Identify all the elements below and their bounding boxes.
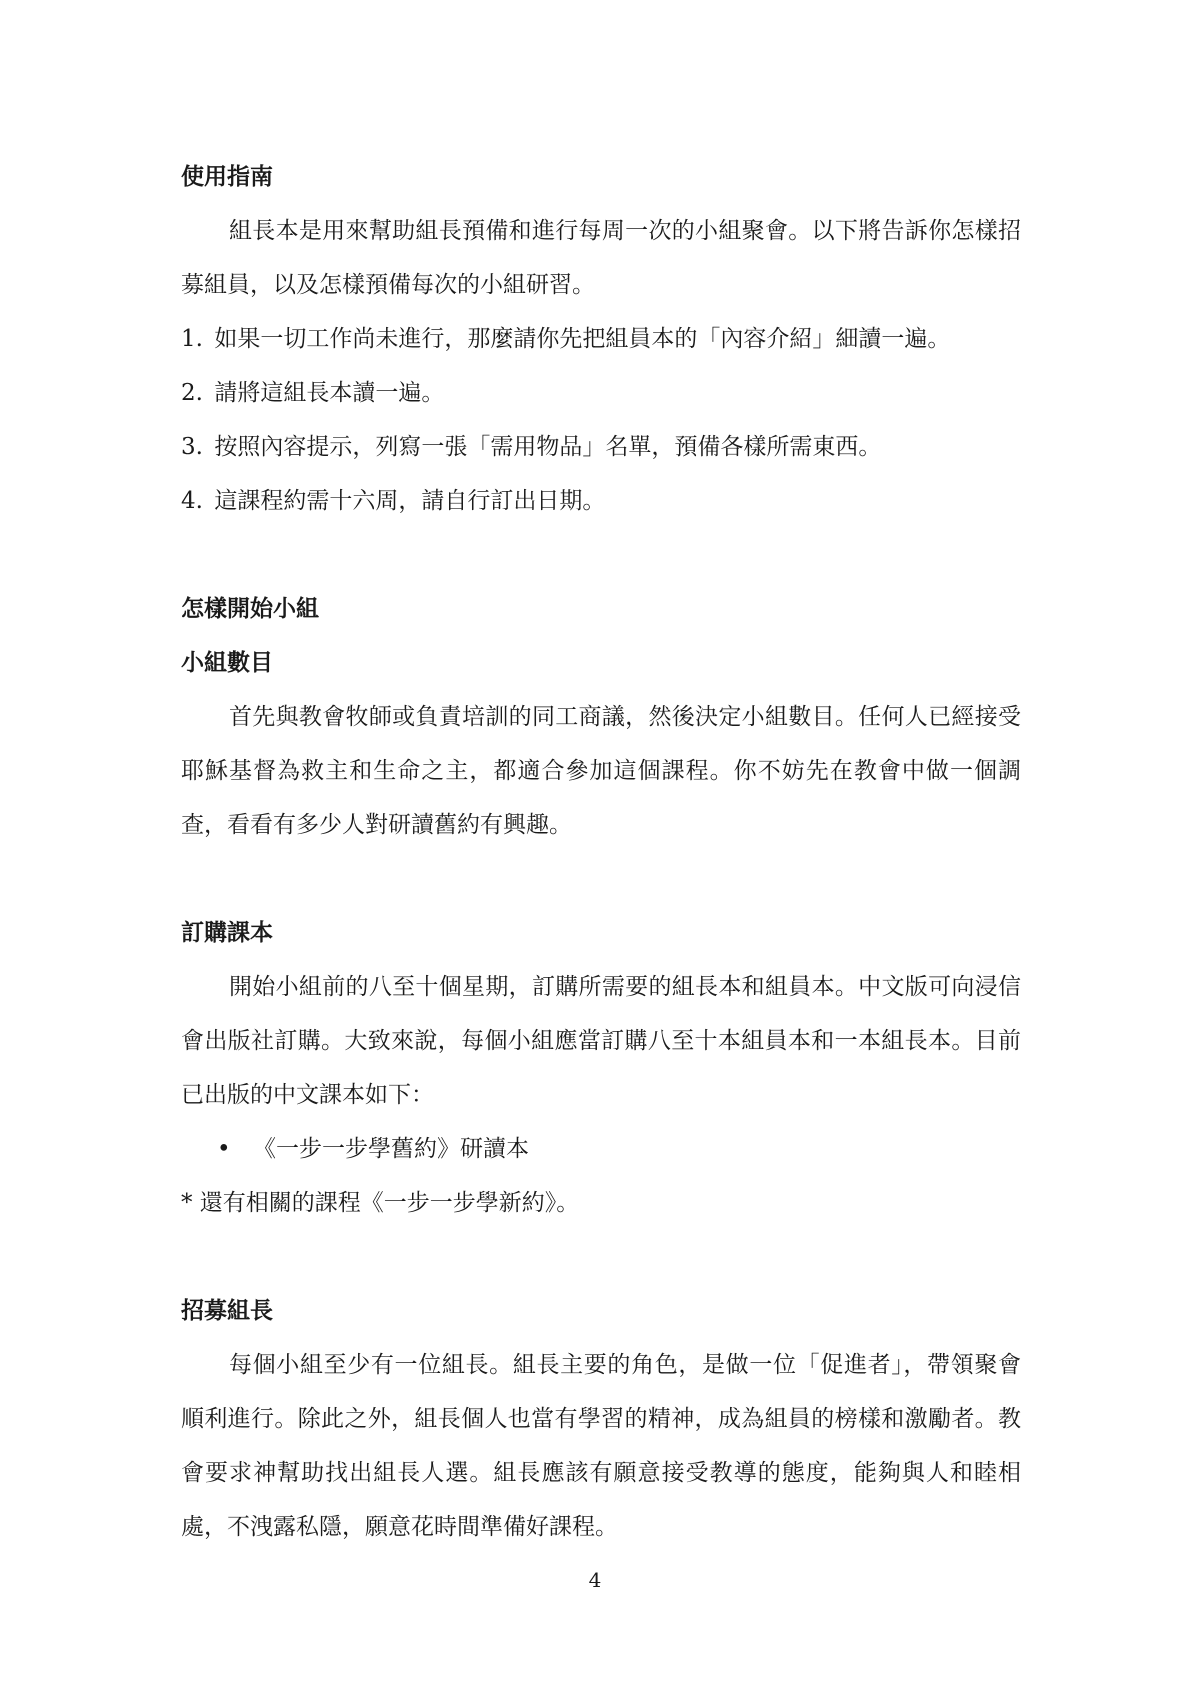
related-course-note: * 還有相關的課程《一步一步學新約》。 — [181, 1190, 580, 1216]
section-spacer — [181, 852, 1021, 906]
list-item: 4. 這課程約需十六周，請自行訂出日期。 — [181, 488, 606, 514]
page-content — [181, 150, 1021, 1554]
bullet-icon: • — [217, 1136, 231, 1162]
recruit-leaders-paragraph: 每個小組至少有一位組長。組長主要的角色，是做一位「促進者」，帶領聚會順利進行。除此之外，組長個人也當有學習的精神，成為組員的榜樣和激勵者。教會要求神幫助找出組長人選。組長應該有願意接受教導的態度，能夠與人和睦相處，不洩露私隱，願意花時間準備好課程。 — [181, 1352, 1021, 1540]
list-item: 1. 如果一切工作尚未進行，那麼請你先把組員本的「內容介紹」細讀一遍。 — [181, 326, 951, 352]
subheading-group-count: 小組數目 — [181, 650, 273, 676]
section-spacer — [181, 1230, 1021, 1284]
usage-intro-paragraph: 組長本是用來幫助組長預備和進行每周一次的小組聚會。以下將告訴你怎樣招募組員，以及怎樣預備每次的小組研習。 — [181, 218, 1021, 298]
usage-steps-list — [181, 312, 1021, 528]
list-item: 3. 按照內容提示，列寫一張「需用物品」名單，預備各樣所需東西。 — [181, 434, 882, 460]
order-textbooks-paragraph: 開始小組前的八至十個星期，訂購所需要的組長本和組員本。中文版可向浸信會出版社訂購。大致來說，每個小組應當訂購八至十本組員本和一本組長本。目前已出版的中文課本如下： — [181, 974, 1021, 1108]
heading-recruit-leaders: 招募組長 — [181, 1298, 273, 1324]
heading-usage-guide: 使用指南 — [181, 164, 273, 190]
page-number: 4 — [588, 1568, 602, 1592]
list-item: 2. 請將這組長本讀一遍。 — [181, 380, 445, 406]
group-count-paragraph: 首先與教會牧師或負責培訓的同工商議，然後決定小組數目。任何人已經接受耶穌基督為救主和生命之主，都適合參加這個課程。你不妨先在教會中做一個調查，看看有多少人對研讀舊約有興趣。 — [181, 704, 1021, 838]
section-spacer — [181, 528, 1021, 582]
heading-how-to-start: 怎樣開始小組 — [181, 596, 319, 622]
textbook-bullet-item: • 《一步一步學舊約》研讀本 — [181, 1122, 1021, 1176]
heading-order-textbooks: 訂購課本 — [181, 920, 273, 946]
